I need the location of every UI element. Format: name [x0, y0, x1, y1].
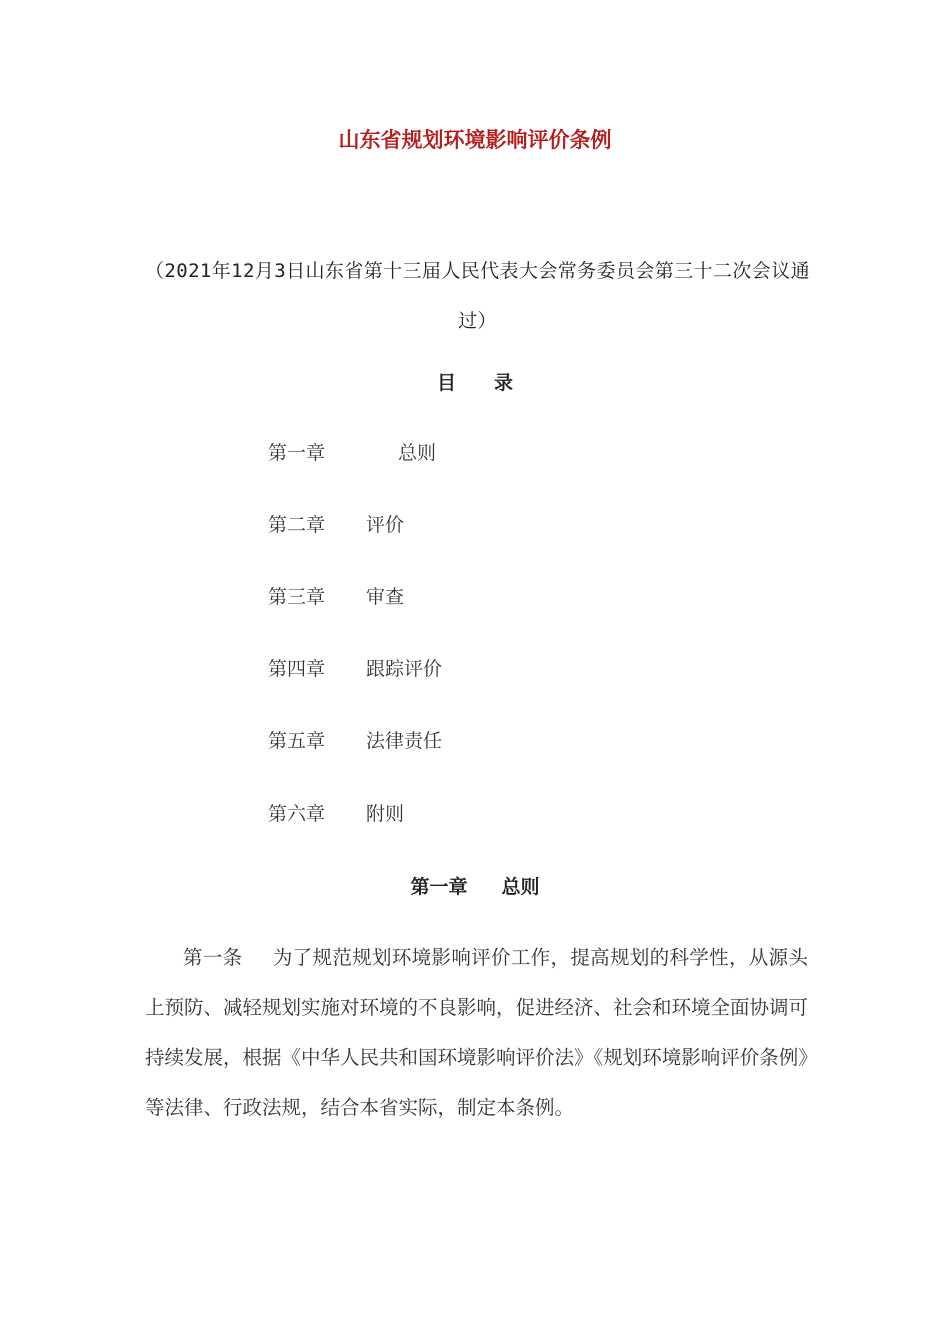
chapter-number: 第一章: [410, 876, 468, 898]
toc-heading-left: 目: [436, 372, 456, 394]
toc-chapter-number: 第六章: [268, 803, 326, 825]
chapter-heading: [0, 872, 950, 899]
toc-chapter-number: 第四章: [268, 658, 326, 680]
article-paragraph: [145, 933, 808, 1133]
article-text: 为了规范规划环境影响评价工作，提高规划的科学性，从源头上预防、减轻规划实施对环境的不良影响，促进经济、社会和环境全面协调可持续发展，根据《中华人民共和国环境影响评价法》《规划环境影响评价条例》等法律、行政法规，结合本省实际，制定本条例。: [145, 946, 809, 1119]
toc-chapter-name: 附则: [366, 803, 405, 825]
chapter-name: 总则: [501, 876, 540, 898]
toc-heading: [0, 368, 950, 395]
document-title: 山东省规划环境影响评价条例: [338, 128, 612, 152]
toc-item-4: [268, 654, 443, 684]
toc-chapter-number: 第五章: [268, 730, 326, 752]
toc-item-3: [268, 582, 405, 612]
toc-chapter-number: 第三章: [268, 586, 326, 608]
toc-chapter-name: 审查: [366, 586, 405, 608]
adoption-note: （2021年12月3日山东省第十三届人民代表大会常务委员会第三十二次会议通过）: [145, 260, 810, 332]
toc-chapter-number: 第一章: [268, 442, 326, 464]
toc-item-1: [268, 438, 437, 468]
toc-chapter-name: 法律责任: [366, 730, 443, 752]
toc-item-5: [268, 726, 443, 756]
article-number: 第一条: [183, 946, 243, 969]
toc-item-2: [268, 510, 405, 540]
toc-chapter-name: 评价: [366, 514, 405, 536]
toc-item-6: [268, 799, 405, 829]
toc-heading-right: 录: [494, 372, 514, 394]
toc-chapter-number: 第二章: [268, 514, 326, 536]
toc-chapter-name: 总则: [398, 442, 437, 464]
toc-chapter-name: 跟踪评价: [366, 658, 443, 680]
